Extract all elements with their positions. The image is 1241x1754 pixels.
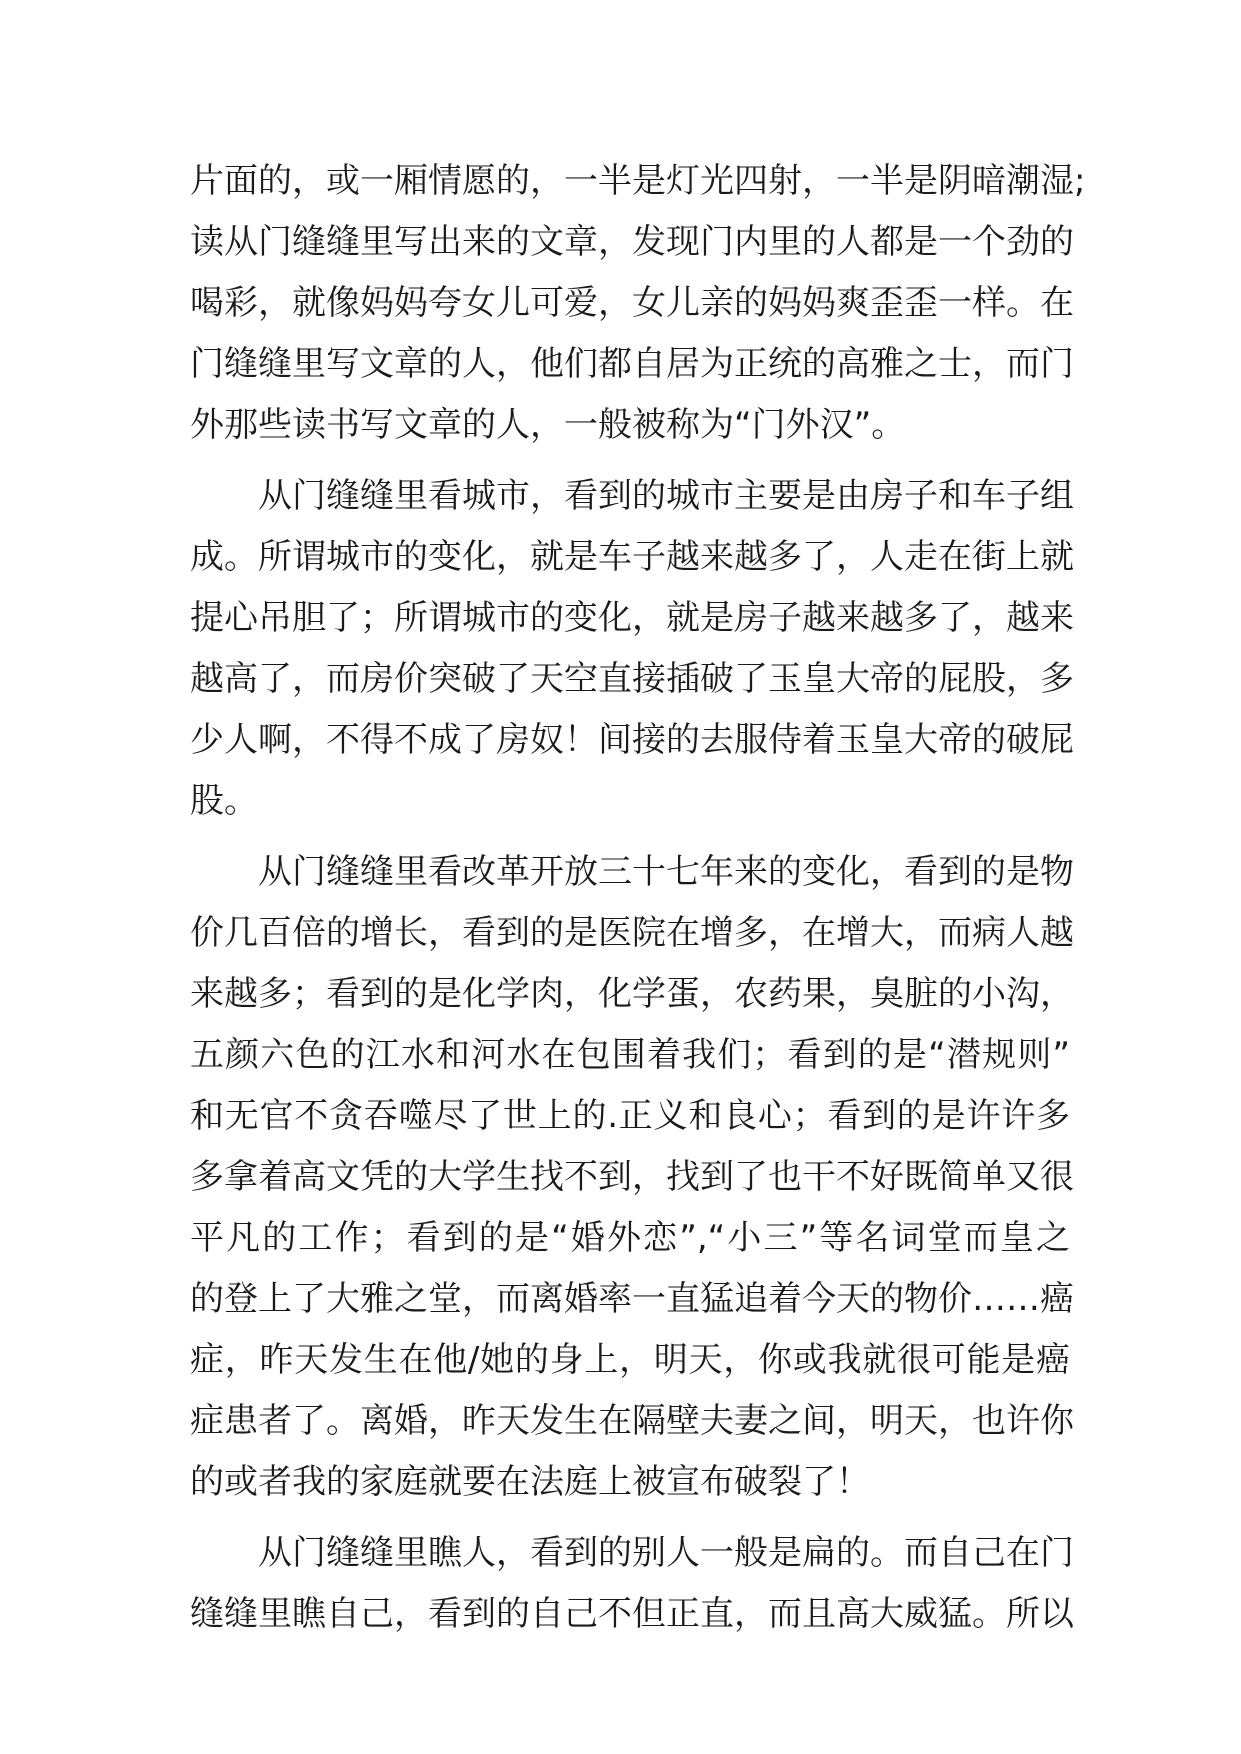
text-line: 门缝缝里写文章的人，他们都自居为正统的高雅之士，而门 (190, 344, 1074, 384)
text-line: 从门缝缝里看城市，看到的城市主要是由房子和车子组 (258, 476, 1074, 516)
paragraph-gap (190, 832, 1070, 842)
text-line: 越高了，而房价突破了天空直接插破了玉皇大帝的屁股，多 (190, 659, 1074, 699)
text-line: 从门缝缝里瞧人，看到的别人一般是扁的。而自己在门 (258, 1533, 1074, 1573)
text-line: 的登上了大雅之堂，而离婚率一直猛追着今天的物价……癌 (190, 1279, 1074, 1319)
text-line: 五颜六色的江水和河水在包围着我们；看到的是“潜规则” (190, 1035, 1070, 1075)
text-line: 股。 (190, 781, 258, 821)
text-line: 症，昨天发生在他/她的身上，明天，你或我就很可能是癌 (190, 1340, 1070, 1380)
paragraph-4 (190, 1523, 1074, 1645)
text-line: 喝彩，就像妈妈夸女儿可爱，女儿亲的妈妈爽歪歪一样。在 (190, 283, 1074, 323)
text-line: 成。所谓城市的变化，就是车子越来越多了，人走在街上就 (190, 537, 1074, 577)
text-line: 和无官不贪吞噬尽了世上的.正义和良心；看到的是许许多 (190, 1096, 1070, 1136)
paragraph-1 (190, 151, 1086, 456)
text-line: 少人啊，不得不成了房奴！间接的去服侍着玉皇大帝的破屁 (190, 720, 1074, 760)
article-body (190, 151, 1086, 1645)
text-line: 症患者了。离婚，昨天发生在隔壁夫妻之间，明天，也许你 (190, 1401, 1074, 1441)
text-line: 外那些读书写文章的人，一般被称为“门外汉”。 (190, 405, 906, 445)
paragraph-2 (190, 466, 1074, 832)
text-line: 从门缝缝里看改革开放三十七年来的变化，看到的是物 (258, 852, 1074, 892)
paragraph-3 (190, 842, 1074, 1513)
text-line: 平凡的工作；看到的是“婚外恋”,“小三”等名词堂而皇之 (190, 1218, 1070, 1258)
text-line: 提心吊胆了；所谓城市的变化，就是房子越来越多了，越来 (190, 598, 1074, 638)
paragraph-gap (190, 1513, 1070, 1523)
text-line: 来越多；看到的是化学肉，化学蛋，农药果，臭脏的小沟， (190, 974, 1074, 1014)
text-line: 缝缝里瞧自己，看到的自己不但正直，而且高大威猛。所以 (190, 1594, 1074, 1634)
paragraph-gap (190, 456, 1070, 466)
text-line: 价几百倍的增长，看到的是医院在增多，在增大，而病人越 (190, 913, 1074, 953)
text-line: 多拿着高文凭的大学生找不到，找到了也干不好既简单又很 (190, 1157, 1074, 1197)
text-line: 片面的，或一厢情愿的，一半是灯光四射，一半是阴暗潮湿; (190, 161, 1086, 201)
text-line: 的或者我的家庭就要在法庭上被宣布破裂了！ (190, 1462, 870, 1502)
text-line: 读从门缝缝里写出来的文章，发现门内里的人都是一个劲的 (190, 222, 1074, 262)
